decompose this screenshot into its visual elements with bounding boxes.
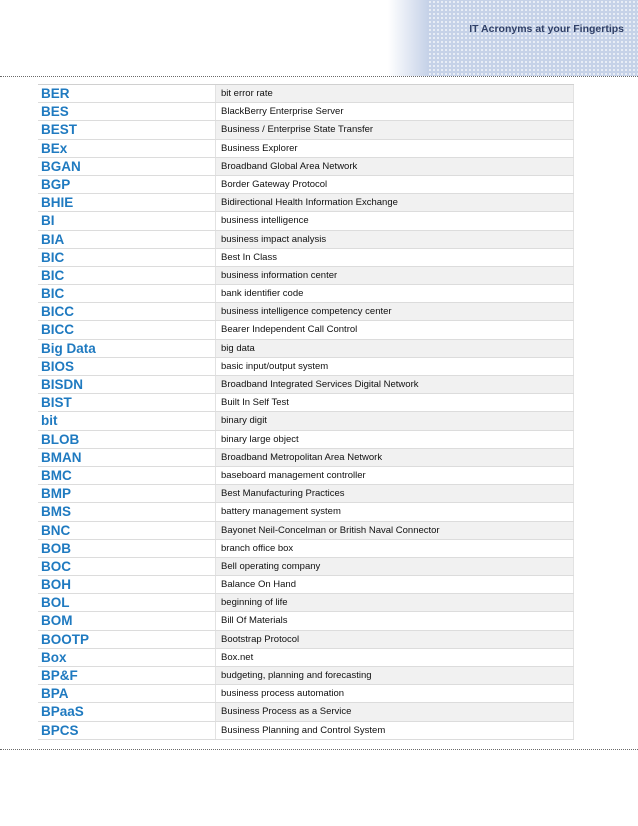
acronym-link[interactable]: BLOB	[38, 431, 216, 448]
acronym-link[interactable]: BPaaS	[38, 703, 216, 720]
acronym-link[interactable]: BIST	[38, 394, 216, 411]
acronym-definition: Border Gateway Protocol	[216, 176, 574, 193]
table-row	[38, 358, 574, 376]
table-row	[38, 667, 574, 685]
acronym-link[interactable]: BPA	[38, 685, 216, 702]
acronym-definition: business impact analysis	[216, 231, 574, 248]
acronym-link[interactable]: BIC	[38, 249, 216, 266]
table-row	[38, 140, 574, 158]
acronym-definition: business intelligence competency center	[216, 303, 574, 320]
acronym-link[interactable]: BICC	[38, 321, 216, 338]
table-row	[38, 231, 574, 249]
acronym-link[interactable]: BEST	[38, 121, 216, 138]
acronym-link[interactable]: BI	[38, 212, 216, 229]
acronym-definition: Business Planning and Control System	[216, 722, 574, 739]
acronym-link[interactable]: BOL	[38, 594, 216, 611]
table-row	[38, 412, 574, 430]
acronym-link[interactable]: BNC	[38, 522, 216, 539]
acronym-link[interactable]: BICC	[38, 303, 216, 320]
acronym-link[interactable]: BMS	[38, 503, 216, 520]
acronym-definition: branch office box	[216, 540, 574, 557]
table-row	[38, 121, 574, 139]
acronym-definition: Balance On Hand	[216, 576, 574, 593]
table-row	[38, 722, 574, 740]
acronym-definition: Bill Of Materials	[216, 612, 574, 629]
acronym-definition: bit error rate	[216, 85, 574, 102]
acronym-link[interactable]: bit	[38, 412, 216, 429]
acronym-definition: bank identifier code	[216, 285, 574, 302]
bottom-dotted-rule	[0, 749, 638, 750]
dotted-header-panel	[428, 0, 638, 76]
acronym-link[interactable]: BOC	[38, 558, 216, 575]
table-row	[38, 394, 574, 412]
acronym-definition: binary digit	[216, 412, 574, 429]
acronym-link[interactable]: BES	[38, 103, 216, 120]
acronym-definition: Bearer Independent Call Control	[216, 321, 574, 338]
acronym-definition: basic input/output system	[216, 358, 574, 375]
acronym-link[interactable]: BOH	[38, 576, 216, 593]
acronym-link[interactable]: BPCS	[38, 722, 216, 739]
acronym-definition: Best In Class	[216, 249, 574, 266]
table-row	[38, 558, 574, 576]
acronym-definition: Business Explorer	[216, 140, 574, 157]
acronym-definition: BlackBerry Enterprise Server	[216, 103, 574, 120]
table-row	[38, 212, 574, 230]
table-row	[38, 703, 574, 721]
acronym-definition: battery management system	[216, 503, 574, 520]
acronym-definition: Business Process as a Service	[216, 703, 574, 720]
acronym-definition: beginning of life	[216, 594, 574, 611]
page-header	[0, 0, 638, 76]
acronym-definition: Business / Enterprise State Transfer	[216, 121, 574, 138]
table-row	[38, 103, 574, 121]
acronym-definition: Best Manufacturing Practices	[216, 485, 574, 502]
acronym-link[interactable]: BGAN	[38, 158, 216, 175]
acronym-definition: Bidirectional Health Information Exchange	[216, 194, 574, 211]
table-row	[38, 176, 574, 194]
acronym-link[interactable]: BIOS	[38, 358, 216, 375]
table-row	[38, 631, 574, 649]
table-row	[38, 249, 574, 267]
acronym-link[interactable]: BER	[38, 85, 216, 102]
table-row	[38, 321, 574, 339]
acronym-link[interactable]: BIA	[38, 231, 216, 248]
acronym-link[interactable]: BISDN	[38, 376, 216, 393]
table-row	[38, 340, 574, 358]
acronym-definition: Broadband Integrated Services Digital Network	[216, 376, 574, 393]
table-row	[38, 376, 574, 394]
acronym-table	[38, 84, 574, 740]
acronym-link[interactable]: BMP	[38, 485, 216, 502]
table-row	[38, 485, 574, 503]
acronym-definition: business intelligence	[216, 212, 574, 229]
acronym-definition: business process automation	[216, 685, 574, 702]
table-row	[38, 467, 574, 485]
acronym-definition: budgeting, planning and forecasting	[216, 667, 574, 684]
table-row	[38, 431, 574, 449]
table-row	[38, 194, 574, 212]
acronym-definition: Broadband Global Area Network	[216, 158, 574, 175]
acronym-definition: baseboard management controller	[216, 467, 574, 484]
table-row	[38, 267, 574, 285]
table-row	[38, 594, 574, 612]
table-row	[38, 503, 574, 521]
acronym-link[interactable]: Box	[38, 649, 216, 666]
table-row	[38, 540, 574, 558]
acronym-link[interactable]: BOM	[38, 612, 216, 629]
table-row	[38, 285, 574, 303]
table-row	[38, 158, 574, 176]
acronym-definition: big data	[216, 340, 574, 357]
table-row	[38, 85, 574, 103]
acronym-definition: Bayonet Neil-Concelman or British Naval Connector	[216, 522, 574, 539]
header-title: IT Acronyms at your Fingertips	[469, 23, 624, 35]
acronym-link[interactable]: BIC	[38, 267, 216, 284]
acronym-definition: binary large object	[216, 431, 574, 448]
acronym-link[interactable]: BP&F	[38, 667, 216, 684]
acronym-link[interactable]: BGP	[38, 176, 216, 193]
acronym-link[interactable]: BOOTP	[38, 631, 216, 648]
table-row	[38, 576, 574, 594]
acronym-definition: Box.net	[216, 649, 574, 666]
table-row	[38, 649, 574, 667]
acronym-definition: Built In Self Test	[216, 394, 574, 411]
acronym-definition: Bootstrap Protocol	[216, 631, 574, 648]
table-row	[38, 612, 574, 630]
table-row	[38, 522, 574, 540]
acronym-link[interactable]: BIC	[38, 285, 216, 302]
acronym-link[interactable]: BMAN	[38, 449, 216, 466]
acronym-link[interactable]: BOB	[38, 540, 216, 557]
top-dotted-rule	[0, 76, 638, 77]
acronym-link[interactable]: Big Data	[38, 340, 216, 357]
acronym-link[interactable]: BMC	[38, 467, 216, 484]
acronym-definition: business information center	[216, 267, 574, 284]
acronym-link[interactable]: BHIE	[38, 194, 216, 211]
acronym-definition: Bell operating company	[216, 558, 574, 575]
table-row	[38, 685, 574, 703]
table-row	[38, 449, 574, 467]
acronym-link[interactable]: BEx	[38, 140, 216, 157]
table-row	[38, 303, 574, 321]
acronym-definition: Broadband Metropolitan Area Network	[216, 449, 574, 466]
